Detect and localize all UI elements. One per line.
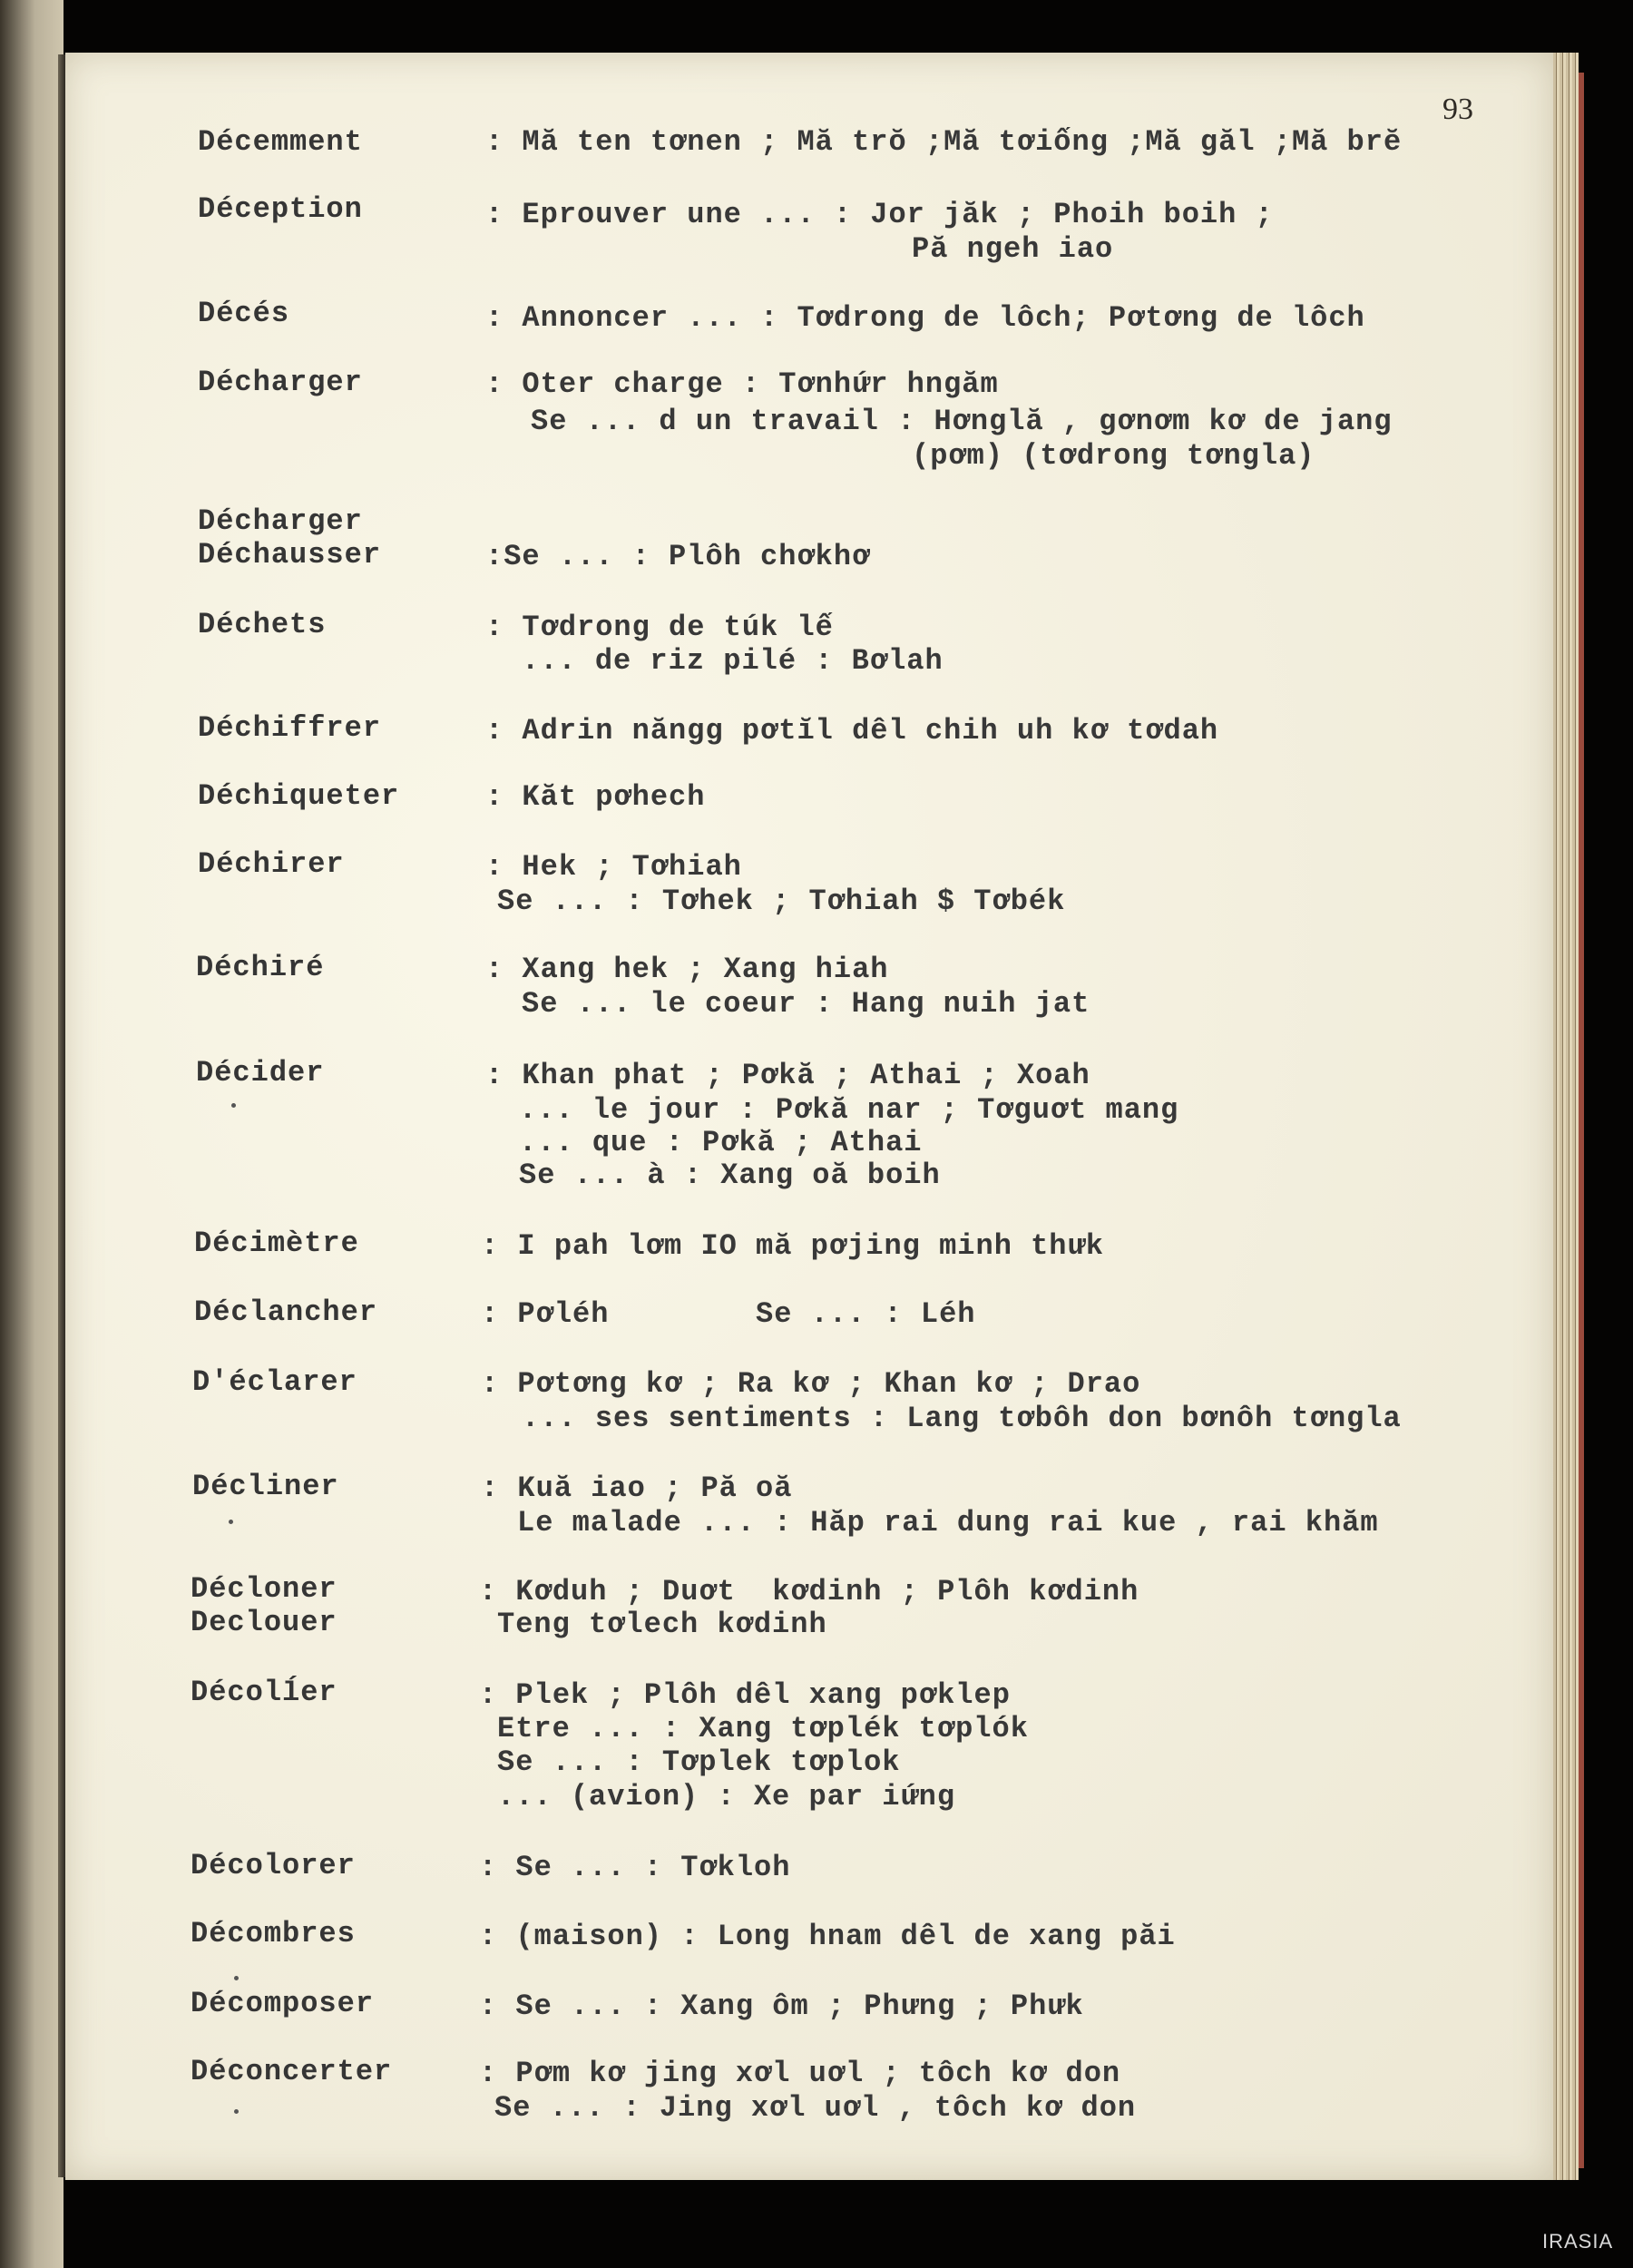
entry-line: : Se ... : Xang ôm ; Phưng ; Phưk [479,1989,1084,2023]
entry-term: D'éclarer [192,1365,357,1399]
entry-term: Déclancher [194,1295,378,1329]
entry-line: : I pah lơm IO mă pơjing minh thưk [481,1229,1104,1263]
entry-term: Décloner [191,1572,337,1606]
entry-term: Décés [198,297,290,330]
entry-term: Déchiffrer [198,711,382,745]
entry-term: Décharger [198,366,363,399]
entry-term: Declouer [191,1606,337,1639]
entry-line: Teng tơlech kơdinh [497,1608,827,1641]
entry-line: ... de riz pilé : Bơlah [522,644,944,678]
entry-term: Décolĺer [191,1676,337,1709]
entry-term: Décemment [198,125,363,159]
entry-line: Se ... à : Xang oă boih [519,1158,941,1192]
facing-page-edge [0,0,64,2268]
entry-term: Déchiqueter [198,779,400,813]
entry-line: : Hek ; Tơhiah [485,850,742,884]
entry-term: Décider [196,1056,325,1090]
entry-line: Se ... le coeur : Hang nuih jat [522,987,1090,1021]
entry-line: : Kơduh ; Duơt kơdinh ; Plôh kơdinh [479,1575,1139,1608]
entry-line: : Pơm kơ jing xơl uơl ; tôch kơ don [479,2057,1121,2090]
entry-line: ... que : Pơkă ; Athai [519,1126,923,1159]
entry-line: : Kăt pơhech [485,780,706,814]
entry-term: Décombres [191,1917,356,1950]
entry-line: : Plek ; Plôh dêl xang pơklep [479,1678,1011,1712]
entry-line: Se ... : Tơplek tơplok [497,1745,901,1779]
entry-line: : Mă ten tơnen ; Mă trŏ ;Mă tơiống ;Mă găl ;Mă brĕ [485,125,1403,159]
entry-term: Décimètre [194,1227,359,1260]
ink-mark [234,2109,239,2114]
entry-line: : (maison) : Long hnam dêl de xang păi [479,1920,1176,1953]
ink-mark [229,1520,233,1524]
page-number: 93 [1442,93,1473,126]
entry-line: Pă ngeh iao [912,232,1114,266]
book-cover-edge [1579,73,1584,2168]
watermark: IRASIA [1542,2230,1614,2253]
entry-line: : Adrin năngg pơtĭl dêl chih uh kơ tơdah [485,714,1219,748]
entry-line: : Pơléh Se ... : Léh [481,1297,976,1331]
entry-line: : Eprouver une ... : Jor jăk ; Phoih boih ; [485,198,1274,231]
entry-line: ... ses sentiments : Lang tơbôh don bơnôh tơngla [522,1402,1402,1435]
entry-line: : Annoncer ... : Tơdrong de lôch; Pơtơng de lôch [485,301,1365,335]
entry-term: Décharger [198,504,363,538]
ink-mark [234,1976,239,1980]
entry-line: ... le jour : Pơkă nar ; Tơguơt mang [519,1093,1179,1127]
entry-term: Décomposer [191,1987,375,2020]
entry-line: Se ... : Tơhek ; Tơhiah $ Tơbék [497,885,1066,918]
entry-term: Décliner [192,1470,339,1503]
entry-term: Déchausser [198,538,382,572]
entry-line: : Tơdrong de túk lế [485,611,834,644]
entry-term: Déchiré [196,951,325,984]
page-stack-edge [1553,53,1579,2180]
entry-line: : Pơtơng kơ ; Ra kơ ; Khan kơ ; Drao [481,1367,1141,1401]
entry-line: Se ... : Jing xơl uơl , tôch kơ don [494,2091,1137,2125]
entry-line: : Se ... : Tơkloh [479,1851,791,1884]
entry-term: Déchets [198,608,327,641]
entry-line: : Kuă iao ; Pă oă [481,1471,793,1505]
entry-line: :Se ... : Plôh chơkhơ [485,540,871,573]
entry-line: Etre ... : Xang tơplék tơplók [497,1712,1029,1745]
entry-line: Se ... d un travail : Hơnglă , gơnơm kơ de jang [531,405,1393,438]
entry-term: Déchirer [198,847,345,881]
entry-line: ... (avion) : Xe par iứng [497,1780,956,1813]
entry-line: Le malade ... : Hăp rai dung rai kue , rai khăm [517,1506,1379,1540]
entry-line: : Oter charge : Tơnhứr hngăm [485,367,999,401]
entry-term: Déconcerter [191,2055,393,2088]
entry-line: : Khan phat ; Pơkă ; Athai ; Xoah [485,1059,1090,1092]
ink-mark [231,1103,236,1108]
entry-line: (pơm) (tơdrong tơngla) [912,439,1315,473]
entry-line: : Xang hek ; Xang hiah [485,953,889,986]
entry-term: Décolorer [191,1849,356,1882]
entry-term: Déception [198,192,363,226]
